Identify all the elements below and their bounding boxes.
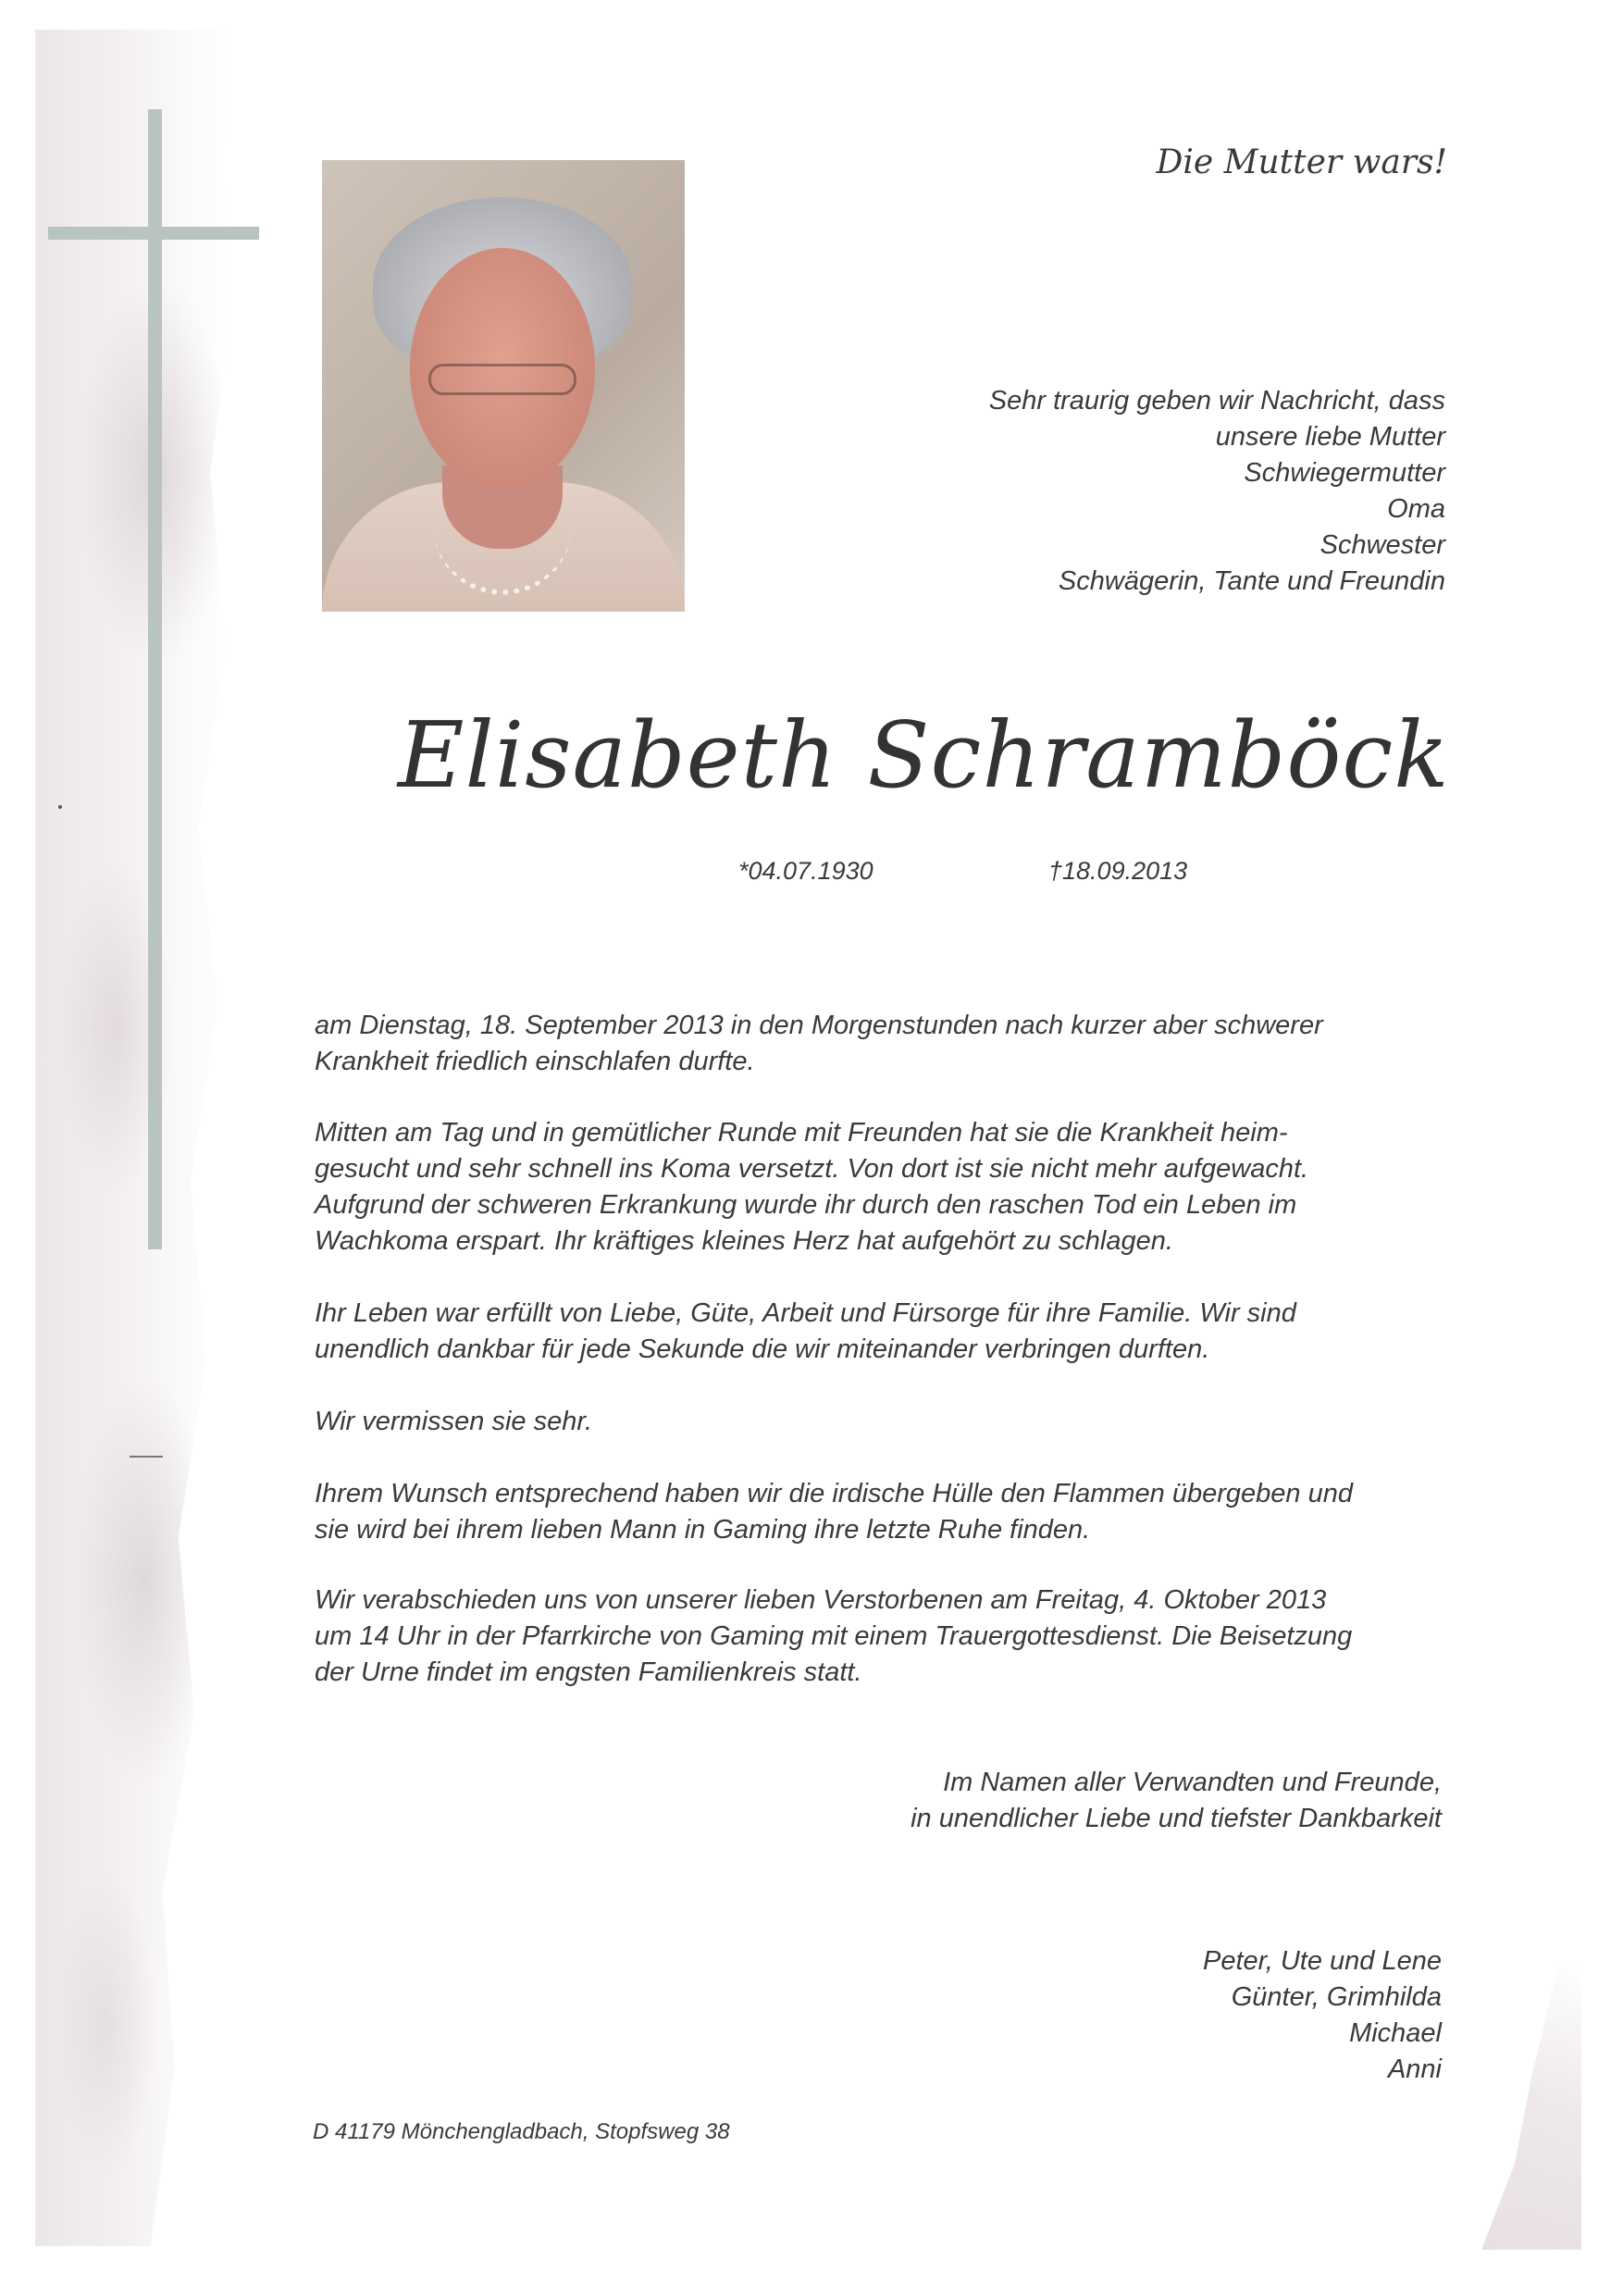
paragraph-line: unendlich dankbar für jede Sekunde die wir miteinander verbringen durften. — [315, 1334, 1210, 1364]
paragraph-line: Wachkoma erspart. Ihr kräftiges kleines Herz hat aufgehört zu schlagen. — [315, 1226, 1173, 1256]
paragraph-burial-wish — [315, 1476, 1462, 1548]
intro-line: Sehr traurig geben wir Nachricht, dass — [988, 386, 1445, 416]
paragraph-line: Ihr Leben war erfüllt von Liebe, Güte, Arbeit und Fürsorge für ihre Familie. Wir sind — [315, 1298, 1296, 1328]
paragraph-line: Wir vermissen sie sehr. — [315, 1407, 592, 1436]
scan-mark — [130, 1456, 163, 1458]
signers-list — [886, 1943, 1442, 2088]
announcement-intro — [798, 383, 1445, 600]
motto: Die Mutter wars! — [1156, 143, 1447, 181]
closing-words — [701, 1765, 1442, 1837]
intro-line: unsere liebe Mutter — [1215, 422, 1445, 452]
intro-line: Schwester — [1319, 530, 1445, 560]
signer: Anni — [1387, 2054, 1442, 2084]
paragraph-line: Krankheit friedlich einschlafen durfte. — [315, 1047, 755, 1076]
closing-line: in unendlicher Liebe und tiefster Dankbarkeit — [911, 1804, 1442, 1833]
paragraph-line: sie wird bei ihrem lieben Mann in Gaming ihre letzte Ruhe finden. — [315, 1515, 1091, 1545]
signer: Günter, Grimhilda — [1231, 1982, 1442, 2012]
paragraph-service — [315, 1582, 1462, 1691]
death-date: †18.09.2013 — [1048, 857, 1188, 885]
paragraph-passing — [315, 1008, 1462, 1080]
paragraph-miss — [315, 1404, 1462, 1440]
paragraph-line: der Urne findet im engsten Familienkreis statt. — [315, 1657, 862, 1687]
paragraph-line: Ihrem Wunsch entsprechend haben wir die irdische Hülle den Flammen übergeben und — [315, 1479, 1353, 1508]
cross-horizontal-bar — [48, 227, 259, 240]
intro-line: Oma — [1387, 494, 1445, 524]
paragraph-line: um 14 Uhr in der Pfarrkirche von Gaming mit einem Trauergottesdienst. Die Beisetzung — [315, 1621, 1353, 1651]
signer: Michael — [1349, 2018, 1442, 2048]
paragraph-line: Aufgrund der schweren Erkrankung wurde ihr durch den raschen Tod ein Leben im — [315, 1190, 1297, 1220]
paragraph-line: am Dienstag, 18. September 2013 in den Morgenstunden nach kurzer aber schwerer — [315, 1011, 1323, 1040]
cross-vertical-bar — [148, 109, 162, 1249]
address: D 41179 Mönchengladbach, Stopfsweg 38 — [313, 2119, 730, 2144]
intro-line: Schwägerin, Tante und Freundin — [1058, 566, 1445, 596]
paragraph-life — [315, 1296, 1462, 1368]
paragraph-line: Mitten am Tag und in gemütlicher Runde mit Freunden hat sie die Krankheit heim- — [315, 1118, 1288, 1148]
paragraph-line: Wir verabschieden uns von unserer lieben Verstorbenen am Freitag, 4. Oktober 2013 — [315, 1585, 1327, 1615]
marble-border-left — [35, 30, 234, 2246]
birth-date: *04.07.1930 — [738, 857, 873, 885]
scan-speck — [58, 805, 62, 809]
paragraph-illness — [315, 1115, 1462, 1260]
paragraph-line: gesucht und sehr schnell ins Koma versetzt. Von dort ist sie nicht mehr aufgewacht. — [315, 1154, 1309, 1184]
intro-line: Schwiegermutter — [1244, 458, 1445, 488]
signer: Peter, Ute und Lene — [1203, 1946, 1442, 1976]
deceased-name: Elisabeth Schramböck — [398, 703, 1450, 809]
marble-border-right — [1470, 1963, 1581, 2250]
portrait-glasses — [428, 364, 576, 395]
portrait-photo — [322, 160, 685, 612]
closing-line: Im Namen aller Verwandten und Freunde, — [943, 1768, 1442, 1797]
